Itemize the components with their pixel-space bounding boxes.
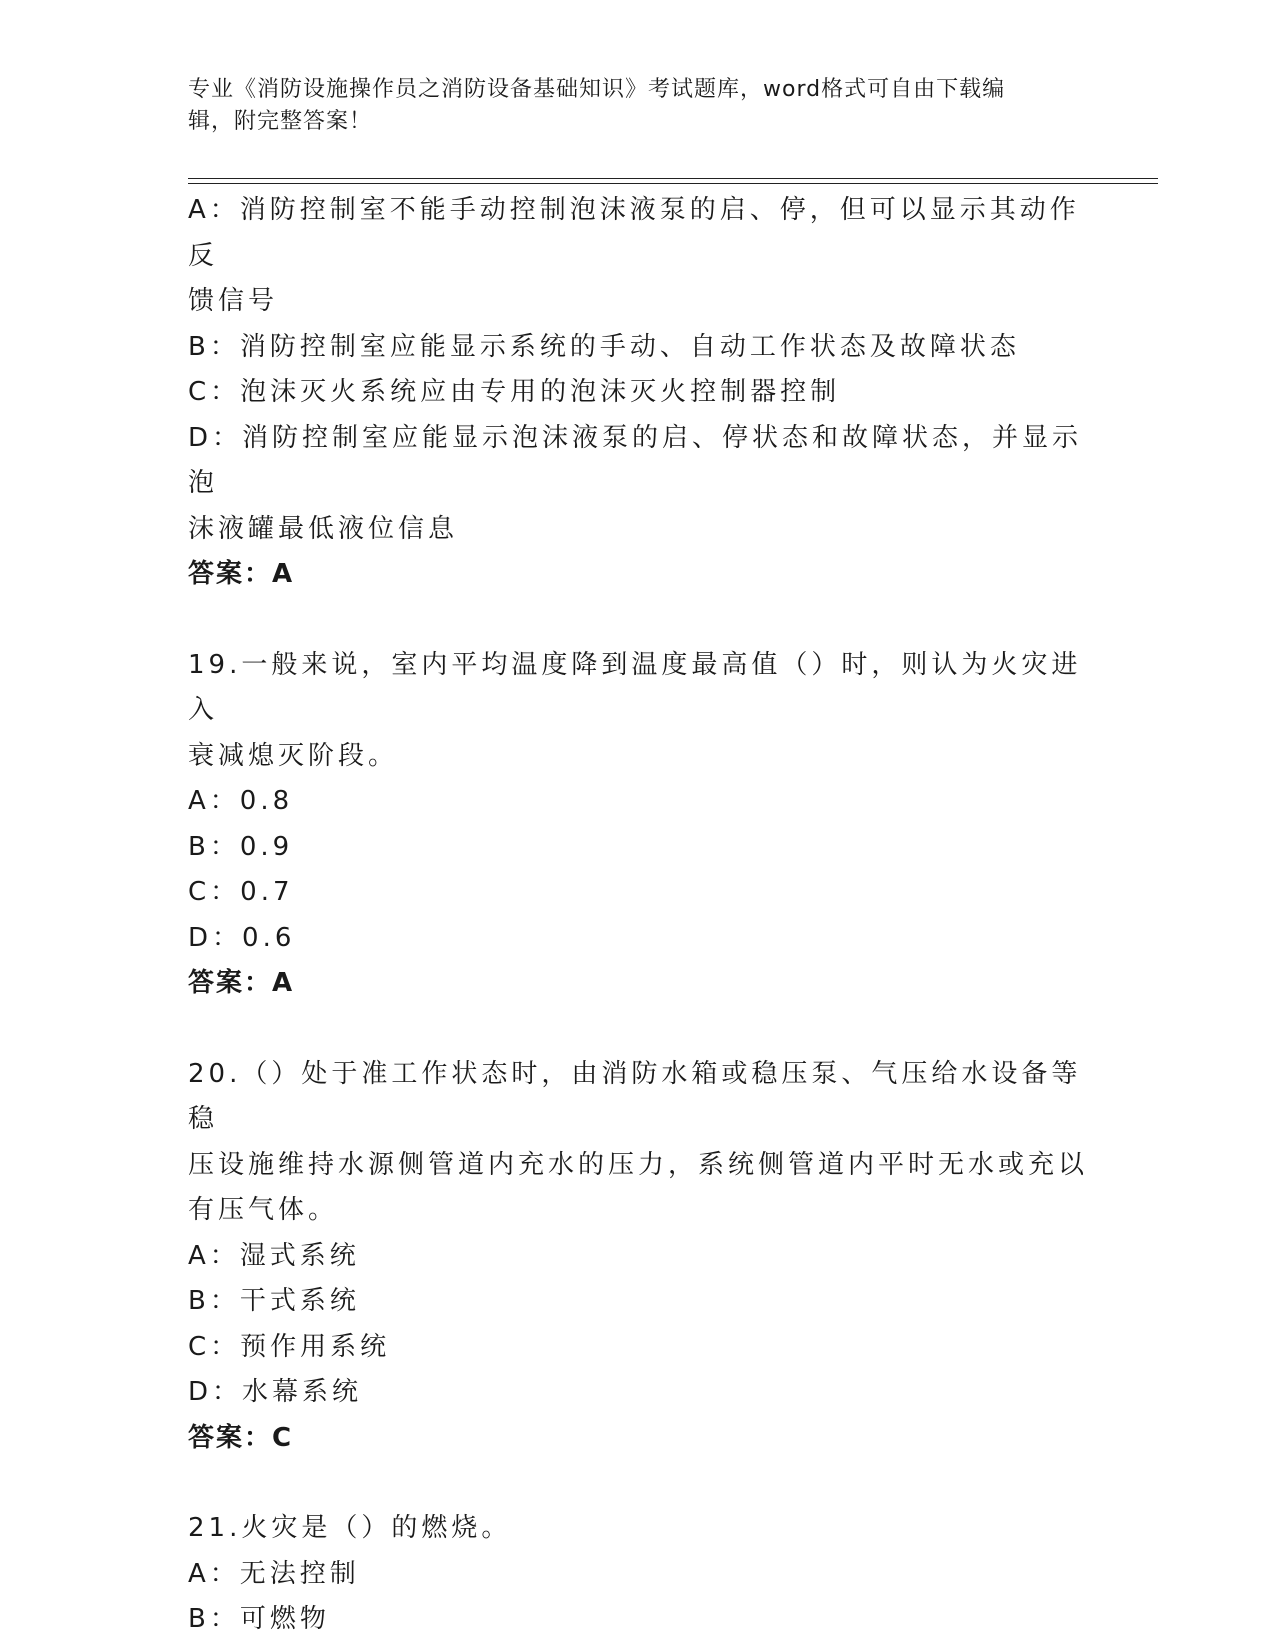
question-stem-line-1: 19.一般来说，室内平均温度降到温度最高值（）时，则认为火灾进入 — [188, 649, 1082, 725]
header-line-1: 专业《消防设施操作员之消防设备基础知识》考试题库，word格式可自由下载编 — [188, 77, 1006, 102]
question-20 — [188, 1052, 1088, 1462]
option-a-line-2: 馈信号 — [188, 286, 279, 316]
question-stem-line-1: 20.（）处于准工作状态时，由消防水箱或稳压泵、气压给水设备等稳 — [188, 1058, 1082, 1134]
question-21 — [188, 1506, 1088, 1643]
option-a: A：0.8 — [188, 786, 294, 816]
option-d: D：0.6 — [188, 922, 296, 953]
question-stem-line-3: 有压气体。 — [188, 1195, 339, 1225]
question-19 — [188, 643, 1088, 1007]
question-stem-line-2: 压设施维持水源侧管道内充水的压力，系统侧管道内平时无水或充以 — [188, 1149, 1089, 1180]
document-header — [188, 74, 1078, 138]
question-18-tail — [188, 188, 1088, 598]
option-a: A：湿式系统 — [188, 1240, 360, 1271]
option-b: B：可燃物 — [188, 1604, 330, 1634]
option-b: B：0.9 — [188, 831, 294, 862]
question-stem-line-2: 衰减熄灭阶段。 — [188, 740, 399, 771]
header-divider-bottom — [188, 183, 1158, 184]
option-a: A：无法控制 — [188, 1558, 360, 1589]
option-c: C：泡沫灭火系统应由专用的泡沫灭火控制器控制 — [188, 377, 841, 407]
answer: 答案：A — [188, 559, 295, 589]
option-d-line-1: D：消防控制室应能显示泡沫液泵的启、停状态和故障状态，并显示泡 — [188, 422, 1083, 498]
spacer — [188, 1461, 1088, 1506]
option-c: C：预作用系统 — [188, 1331, 391, 1362]
question-stem-line-1: 21.火灾是（）的燃烧。 — [188, 1513, 512, 1543]
option-b: B：消防控制室应能显示系统的手动、自动工作状态及故障状态 — [188, 331, 1020, 362]
header-line-2: 辑，附完整答案！ — [188, 109, 373, 134]
option-a-line-1: A：消防控制室不能手动控制泡沫液泵的启、停，但可以显示其动作反 — [188, 195, 1080, 271]
spacer — [188, 598, 1088, 643]
question-list — [188, 188, 1088, 1643]
option-b: B：干式系统 — [188, 1286, 360, 1316]
spacer — [188, 1007, 1088, 1052]
option-d: D：水幕系统 — [188, 1377, 363, 1407]
answer: 答案：A — [188, 968, 295, 998]
answer: 答案：C — [188, 1422, 294, 1453]
option-d-line-2: 沫液罐最低液位信息 — [188, 513, 459, 544]
header-divider-top — [188, 178, 1158, 179]
option-c: C：0.7 — [188, 877, 294, 907]
